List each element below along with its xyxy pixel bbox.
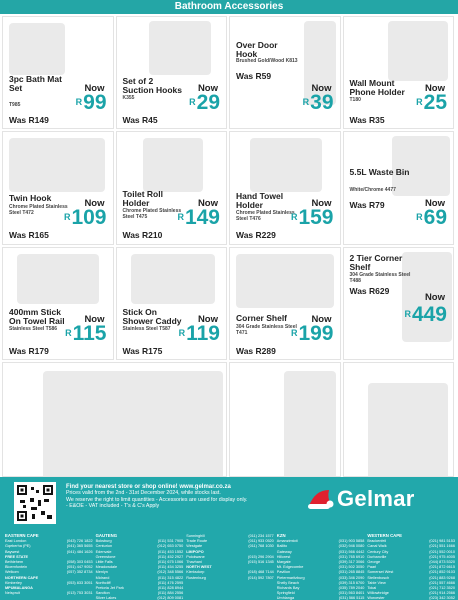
- store-phone: (031) 566 4442: [338, 549, 365, 554]
- store-name: Durbanville: [367, 554, 387, 559]
- product-tile: [2, 131, 114, 244]
- store-phone: (011) 828 8944: [157, 586, 184, 591]
- store-name: Ballito: [276, 544, 288, 549]
- product-tile: [343, 131, 455, 244]
- price-value: 115: [72, 321, 107, 345]
- currency-symbol: R: [177, 212, 184, 223]
- product-price: [65, 323, 106, 344]
- store-name: Centurion: [95, 544, 113, 549]
- currency-symbol: R: [404, 308, 411, 319]
- product-description: T985: [9, 102, 21, 108]
- price-value: 149: [184, 206, 220, 230]
- store-phone: (018) 468 7144: [248, 570, 274, 575]
- footer-line-store: Find your nearest store or shop online! www.gelmar.co.za: [66, 484, 231, 490]
- store-column-title: WESTERN CAPE: [367, 533, 403, 538]
- footer-line-eoe: - E&OE - VAT included - T's & C's Apply: [66, 503, 160, 510]
- product-image: [236, 254, 334, 308]
- store-column: [5, 533, 93, 600]
- store-name: Kimberley: [5, 580, 22, 585]
- store-column: [96, 533, 184, 600]
- product-was-price: Was R175: [122, 345, 163, 356]
- store-phone: (043) 726 1822: [66, 539, 93, 544]
- store-name: Worcester: [367, 596, 385, 600]
- store-name: Bloemfontein: [5, 565, 28, 570]
- currency-symbol: R: [178, 327, 186, 338]
- product-now-label: Now: [84, 198, 105, 210]
- currency-symbol: R: [189, 97, 196, 107]
- price-value: 159: [298, 206, 334, 230]
- product-description: White/Chrome 4477: [349, 187, 396, 194]
- product-description: Stainless Steel T587: [122, 325, 171, 332]
- store-name: Greenstone: [95, 554, 116, 559]
- product-now-label: Now: [424, 291, 445, 303]
- store-name: Menlyn: [95, 570, 108, 575]
- store-name: Bethlehem: [5, 560, 24, 565]
- store-phone: (021) 872 6615: [429, 565, 455, 570]
- store-phone: (021) 712 3520: [429, 586, 455, 591]
- store-phone: (011) 234 1577: [248, 534, 274, 538]
- price-value: 29: [196, 91, 220, 114]
- product-now-label: Now: [424, 198, 445, 210]
- store-name: Midrand: [95, 575, 110, 580]
- store-name: Margate: [276, 560, 291, 565]
- store-phone: (035) 789 2040: [338, 586, 365, 591]
- store-phone: (041) 484 1626: [66, 549, 93, 554]
- store-phone: (012) 348 5566: [157, 570, 184, 575]
- price-value: 119: [186, 321, 220, 345]
- store-phone: (041) 365 5655: [66, 544, 93, 549]
- store-name: Pavilion: [276, 570, 291, 575]
- store-phone: (011) 768 1030: [248, 544, 274, 549]
- store-phone: (021) 552 0010: [429, 549, 455, 554]
- store-name: FREE STATE: [5, 554, 29, 559]
- store-name: East London: [5, 539, 27, 544]
- product-name: Corner Shelf: [236, 312, 288, 323]
- gelmar-logo: [305, 483, 445, 513]
- product-tile: [229, 131, 341, 244]
- product-image: [9, 23, 65, 75]
- store-phone: (011) 531 7905: [157, 539, 184, 544]
- store-phone: (021) 981 5153: [429, 539, 455, 544]
- product-image: [368, 383, 448, 477]
- store-name: Trade Route: [186, 539, 208, 544]
- store-phone: (021) 975 4005: [429, 554, 455, 559]
- store-name: Mt. Edgecombe: [276, 565, 304, 570]
- store-name: Pretoria Jet Park: [95, 586, 124, 591]
- store-name: Canal Walk: [367, 544, 387, 549]
- product-now-label: Now: [311, 198, 332, 210]
- store-phone: (011) 884 2556: [157, 591, 184, 596]
- store-phone: (023) 342 3052: [429, 596, 455, 600]
- product-image: [131, 254, 215, 304]
- store-name: George: [367, 560, 381, 565]
- product-now-label: Now: [84, 83, 105, 94]
- store-phone: (033) 346 2090: [338, 575, 365, 580]
- product-was-price: Was R179: [9, 345, 49, 356]
- store-column-title: KZN: [276, 533, 286, 538]
- product-name: Toilet Roll Holder: [122, 189, 163, 209]
- store-phone: (011) 675 1066: [157, 560, 184, 565]
- product-name: Hand Towel Holder: [236, 191, 284, 211]
- store-phone: (057) 352 8734: [66, 570, 93, 575]
- product-was-price: Was R45: [122, 115, 158, 125]
- price-value: 199: [298, 321, 334, 345]
- product-description: 304 Grade Stainless Steel T488: [349, 271, 411, 284]
- store-phone: (032) 946 0080: [338, 544, 365, 549]
- product-was-price: Was R165: [9, 230, 49, 241]
- store-phone: (012) 653 0750: [157, 544, 184, 549]
- store-name: Tokai: [367, 586, 377, 591]
- store-name: NORTH WEST: [186, 565, 212, 570]
- qr-code-icon: [14, 482, 56, 524]
- product-name: 3pc Bath Mat Set: [9, 74, 62, 93]
- product-image: [388, 21, 448, 81]
- product-description: Stainless Steel T586: [9, 325, 58, 332]
- store-name: LIMPOPO: [186, 549, 204, 554]
- product-name: 5.5L Waste Bin: [349, 167, 410, 178]
- store-name: Westgate: [186, 544, 203, 549]
- product-image: [250, 138, 322, 192]
- product-grid: [2, 16, 456, 477]
- product-price: [179, 323, 220, 344]
- store-phone: (021) 883 9268: [429, 575, 455, 580]
- price-value: 69: [423, 206, 447, 230]
- store-name: Somerset West: [367, 570, 394, 575]
- store-row: [96, 596, 184, 600]
- store-name: Nelspruit: [5, 591, 20, 596]
- price-value: 39: [310, 91, 334, 114]
- product-name: 400mm Stick On Towel Rail: [9, 306, 65, 326]
- product-tile: [229, 247, 341, 360]
- price-value: 449: [411, 302, 447, 326]
- product-was-price: Was R229: [236, 230, 276, 241]
- product-was-price: Was R35: [349, 115, 385, 125]
- product-was-price: Was R210: [122, 230, 163, 241]
- store-name: Edenvale: [95, 549, 112, 554]
- store-name: Pietermaritzburg: [276, 575, 305, 580]
- product-price: [303, 92, 334, 113]
- price-value: 99: [83, 91, 107, 114]
- product-was-price: Was R289: [236, 345, 276, 356]
- product-name: Twin Hook: [9, 193, 52, 204]
- store-column-title: EASTERN CAPE: [5, 533, 39, 538]
- store-name: MPUMALANGA: [5, 586, 33, 591]
- store-phone: (031) 566 5115: [338, 596, 365, 600]
- product-price: [404, 304, 447, 325]
- store-directory: [5, 533, 455, 600]
- store-phone: (021) 551 1666: [429, 544, 455, 549]
- store-row: [5, 591, 93, 596]
- currency-symbol: R: [63, 212, 71, 223]
- store-phone: (011) 476 2595: [157, 580, 184, 585]
- product-now-label: Now: [197, 198, 218, 210]
- footer-line-reserve: We reserve the right to limit quantities - Accessories are used for display only.: [66, 496, 248, 503]
- store-name: Century City: [367, 549, 389, 554]
- store-row: [186, 576, 274, 581]
- store-column: [186, 533, 274, 600]
- currency-symbol: R: [290, 212, 298, 223]
- store-column: [367, 533, 455, 600]
- store-name: Stellenbosch: [367, 575, 390, 580]
- product-was-price: Was R629: [349, 285, 390, 296]
- product-tile: [229, 362, 341, 477]
- product-name: Stick On Shower Caddy: [122, 306, 182, 326]
- product-price: [189, 92, 220, 113]
- store-name: Rustenburg: [186, 575, 206, 580]
- product-tile: [116, 16, 228, 129]
- store-name: Meadowdale: [95, 565, 118, 570]
- product-now-label: Now: [197, 313, 218, 325]
- product-now-label: Now: [84, 313, 105, 325]
- product-tile: [116, 131, 228, 244]
- product-tile: [2, 247, 114, 360]
- store-phone: (021) 852 9103: [429, 570, 455, 575]
- currency-symbol: R: [302, 97, 310, 107]
- header-title: Bathroom Accessories: [174, 1, 284, 12]
- store-name: Gqeberha (PE): [5, 544, 31, 549]
- logo-text: Gelmar: [337, 486, 415, 512]
- store-name: Springfield: [276, 591, 295, 596]
- store-name: NORTHERN CAPE: [5, 575, 39, 580]
- footer-line-validity: Prices valid from the 2nd - 31st December 2024, while stocks last.: [66, 490, 221, 497]
- product-price: [291, 323, 334, 344]
- currency-symbol: R: [65, 327, 72, 338]
- store-phone: (012) 809 0081: [157, 596, 184, 600]
- product-tile: [2, 16, 114, 129]
- store-name: Thavhani: [186, 560, 202, 565]
- store-phone: (058) 303 0453: [66, 560, 93, 565]
- product-price: [76, 92, 107, 113]
- store-phone: (021) 557 4666: [429, 580, 455, 585]
- store-row: [367, 596, 455, 600]
- store-name: Sandton: [95, 591, 110, 596]
- store-name: Table View: [367, 580, 386, 585]
- product-tile: [2, 362, 227, 477]
- product-name: 2 Tier Corner Shelf: [349, 252, 403, 272]
- product-was-price: Was R59: [236, 71, 272, 81]
- store-phone: (053) 833 3051: [66, 580, 93, 585]
- product-price: [416, 92, 447, 113]
- product-now-label: Now: [424, 83, 445, 94]
- product-name: Over Door Hook: [236, 40, 278, 59]
- store-phone: (011) 933 0520: [248, 539, 274, 544]
- store-phone: (039) 315 6700: [338, 580, 365, 585]
- product-image: [149, 21, 211, 75]
- store-name: Sunninghill: [186, 534, 205, 538]
- product-was-price: Was R79: [349, 200, 385, 211]
- store-phone: (011) 452 2927: [157, 554, 184, 559]
- product-was-price: Was R149: [9, 115, 49, 125]
- store-name: Boksburg: [95, 539, 112, 544]
- store-phone: (015) 516 1345: [248, 560, 274, 565]
- store-name: Hillcrest: [276, 554, 291, 559]
- store-name: Shelly Beach: [276, 580, 299, 585]
- santa-hat-icon: [305, 484, 335, 514]
- product-description: Brushed Gold/Wood K813: [236, 58, 298, 64]
- currency-symbol: R: [75, 97, 83, 107]
- store-name: Richards Bay: [276, 586, 300, 591]
- store-phone: (011) 453 1552: [157, 549, 184, 554]
- currency-symbol: R: [290, 327, 298, 338]
- store-name: Welkom: [5, 570, 19, 575]
- product-description: 304 Grade Stainless Steel T471: [236, 323, 297, 336]
- product-tile: [229, 16, 341, 129]
- product-description: Chrome Plated Stainless Steel T472: [9, 204, 68, 217]
- product-price: [416, 207, 447, 228]
- product-image: [17, 254, 99, 304]
- store-name: Polokwane: [186, 554, 205, 559]
- store-row: [277, 596, 365, 600]
- currency-symbol: R: [416, 212, 423, 223]
- product-tile: [343, 16, 455, 129]
- store-column: [277, 533, 365, 600]
- store-phone: (051) 447 9052: [66, 565, 93, 570]
- store-name: Umhlanga: [276, 596, 295, 600]
- product-now-label: Now: [311, 83, 332, 94]
- currency-symbol: R: [416, 97, 423, 107]
- product-image: [43, 371, 223, 477]
- price-value: 25: [423, 91, 447, 114]
- product-tile: [343, 362, 455, 477]
- product-now-label: Now: [311, 313, 332, 325]
- store-phone: (031) 502 3050: [338, 565, 365, 570]
- store-name: Silver Lakes: [95, 596, 117, 600]
- product-description: Chrome Plated Stainless Steel T476: [236, 210, 295, 223]
- price-value: 109: [71, 206, 107, 230]
- store-phone: (013) 753 3031: [66, 591, 93, 596]
- store-name: Amanzimtoti: [276, 539, 298, 544]
- store-phone: (031) 563 8401: [338, 591, 365, 596]
- product-description: K355: [122, 95, 135, 101]
- product-description: Chrome Plated Stainless Steel T475: [122, 208, 182, 221]
- product-now-label: Now: [197, 83, 218, 94]
- store-phone: (031) 265 8845: [338, 570, 365, 575]
- footer: [0, 477, 458, 600]
- store-name: Baywest: [5, 549, 20, 554]
- store-phone: (011) 454 3255: [157, 565, 184, 570]
- store-name: Klerksdorp: [186, 570, 205, 575]
- store-phone: (014) 592 7807: [248, 575, 274, 580]
- product-tile: [116, 247, 228, 360]
- store-name: Brackenfell: [367, 539, 387, 544]
- product-name: Wall Mount Phone Holder: [349, 78, 405, 97]
- product-image: [284, 371, 336, 477]
- store-name: Willowbridge: [367, 591, 389, 596]
- product-price: [177, 207, 220, 228]
- store-column-title: GAUTENG: [95, 533, 118, 538]
- store-phone: (039) 317 3066: [338, 560, 365, 565]
- store-phone: (021) 914 2566: [429, 591, 455, 596]
- store-name: Northcliff: [95, 580, 111, 585]
- store-phone: (031) 903 5858: [338, 539, 365, 544]
- store-name: Little Falls: [95, 560, 113, 565]
- product-image: [9, 138, 105, 192]
- product-price: [64, 207, 107, 228]
- store-phone: (031) 765 6910: [338, 554, 365, 559]
- page-header: [0, 0, 458, 14]
- store-phone: (044) 873 5320: [429, 560, 455, 565]
- product-name: Set of 2 Suction Hooks: [122, 76, 183, 95]
- store-name: Gateway: [276, 549, 292, 554]
- product-tile: [343, 247, 455, 360]
- store-phone: (011) 315 4822: [157, 575, 184, 580]
- product-description: T180: [349, 97, 361, 103]
- product-image: [143, 138, 203, 192]
- store-phone: (015) 296 2904: [248, 554, 274, 559]
- product-price: [291, 207, 334, 228]
- store-name: Paarl: [367, 565, 377, 570]
